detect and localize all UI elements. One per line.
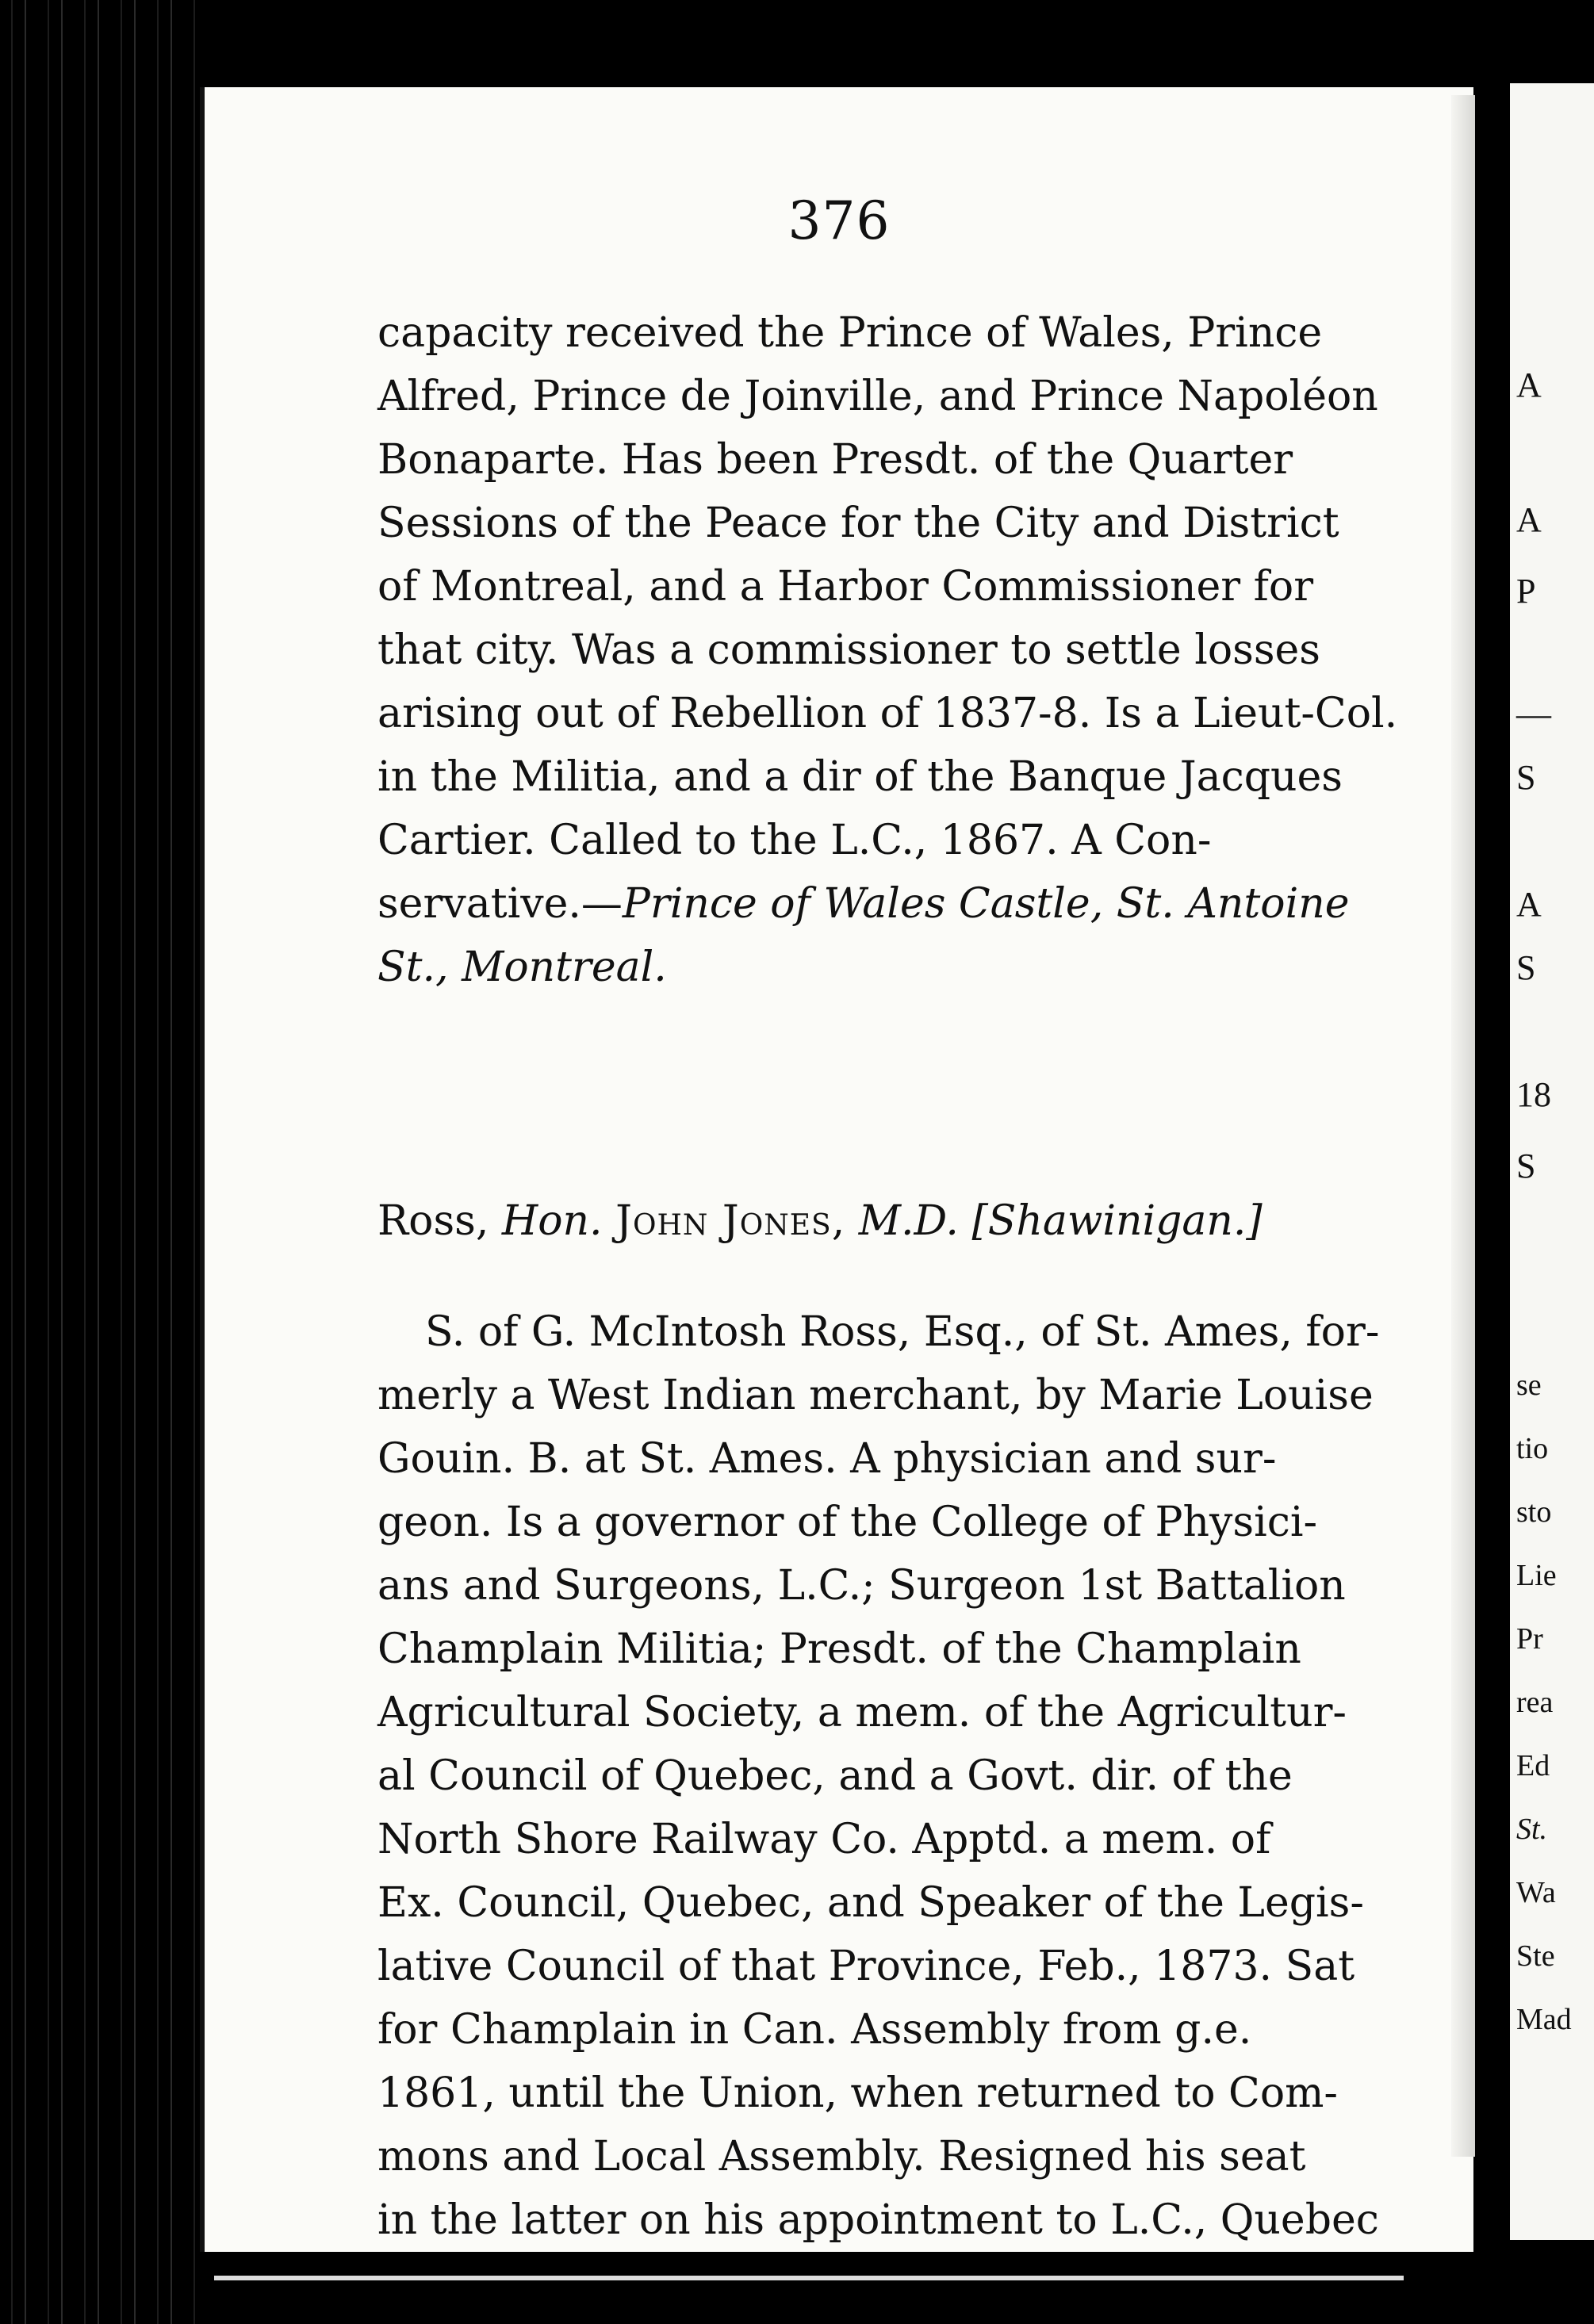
text-line: Cartier. Called to the L.C., 1867. A Con-	[377, 817, 1212, 864]
fragment: 18	[1516, 1075, 1551, 1114]
text-line: lative Council of that Province, Feb., 1873. Sat	[377, 1943, 1355, 1990]
fragment: —	[1516, 695, 1551, 733]
text-line: al Council of Quebec, and a Govt. dir. of the	[377, 1752, 1293, 1800]
facing-page-edge	[1510, 83, 1594, 2240]
text-line: Sessions of the Peace for the City and District	[377, 500, 1339, 547]
entry-body	[377, 1300, 1480, 2252]
fragment: Ste	[1516, 1939, 1555, 1973]
text-line: Bonaparte. Has been Presdt. of the Quarter	[377, 436, 1293, 484]
fragment: Wa	[1516, 1876, 1556, 1909]
page-curve-shadow	[1451, 95, 1475, 2157]
text-line: arising out of Rebellion of 1837-8. Is a Lieut-Col.	[377, 690, 1398, 737]
scan-border-left	[0, 0, 198, 2324]
text-line: geon. Is a governor of the College of Physici-	[377, 1499, 1318, 1546]
text-line: 1861, until the Union, when returned to Com-	[377, 2069, 1339, 2117]
fragment: tio	[1516, 1432, 1549, 1465]
fragment: Ed	[1516, 1749, 1550, 1782]
fragment: Lie	[1516, 1559, 1557, 1592]
book-page	[200, 87, 1473, 2252]
text-line: Agricultural Society, a mem. of the Agricultur-	[377, 1689, 1347, 1736]
fragment: S	[1516, 758, 1536, 797]
text-line: North Shore Railway Co. Apptd. a mem. of	[377, 1816, 1271, 1863]
fragment: A	[1516, 500, 1542, 539]
fragment: se	[1516, 1369, 1542, 1402]
text-line: Champlain Militia; Presdt. of the Champlain	[377, 1625, 1301, 1673]
fragment: S	[1516, 948, 1536, 987]
paragraph-continuation	[377, 301, 1480, 999]
entry-heading	[377, 1189, 1480, 1253]
surname: Ross,	[377, 1197, 489, 1245]
text-line: Alfred, Prince de Joinville, and Prince Napoléon	[377, 373, 1378, 420]
text-plain: servative.—	[377, 880, 623, 928]
fragment: P	[1516, 572, 1536, 611]
fragment: Pr	[1516, 1622, 1543, 1656]
given-names: John Jones,	[615, 1197, 846, 1245]
text-line-address	[377, 872, 1480, 936]
text-line: merly a West Indian merchant, by Marie Louise	[377, 1372, 1374, 1419]
degree: M.D.	[858, 1197, 959, 1245]
honorific: Hon.	[501, 1197, 603, 1245]
text-line: mons and Local Assembly. Resigned his seat	[377, 2133, 1306, 2180]
page-bottom-edge	[214, 2276, 1404, 2280]
fragment: St.	[1516, 1813, 1548, 1846]
constituency: [Shawinigan.]	[971, 1197, 1263, 1245]
fragment: Mad	[1516, 2003, 1572, 2036]
text-line: in the latter on his appointment to L.C., Quebec	[377, 2196, 1379, 2244]
text-line: of Montreal, and a Harbor Commissioner for	[377, 563, 1314, 611]
page-number: 376	[787, 190, 891, 251]
fragment: S	[1516, 1147, 1536, 1185]
text-line: capacity received the Prince of Wales, Prince	[377, 309, 1323, 357]
text-line: for Champlain in Can. Assembly from g.e.	[377, 2006, 1252, 2054]
fragment: sto	[1516, 1495, 1552, 1529]
heading-line	[377, 1189, 1480, 1253]
address-italic-line: St., Montreal.	[377, 944, 667, 991]
fragment: A	[1516, 366, 1542, 404]
text-line: Gouin. B. at St. Ames. A physician and sur-	[377, 1435, 1277, 1483]
address-italic: Prince of Wales Castle, St. Antoine	[622, 880, 1350, 928]
text-line: Ex. Council, Quebec, and Speaker of the Legis-	[377, 1879, 1364, 1927]
text-line: in the Militia, and a dir of the Banque Jacques	[377, 753, 1343, 801]
text-line: that city. Was a commissioner to settle losses	[377, 626, 1320, 674]
book-gutter	[1477, 0, 1510, 2324]
fragment: A	[1516, 885, 1542, 924]
text-line: ans and Surgeons, L.C.; Surgeon 1st Battalion	[377, 1562, 1346, 1610]
fragment: rea	[1516, 1686, 1554, 1719]
text-line: S. of G. McIntosh Ross, Esq., of St. Ames, for-	[425, 1308, 1380, 1356]
